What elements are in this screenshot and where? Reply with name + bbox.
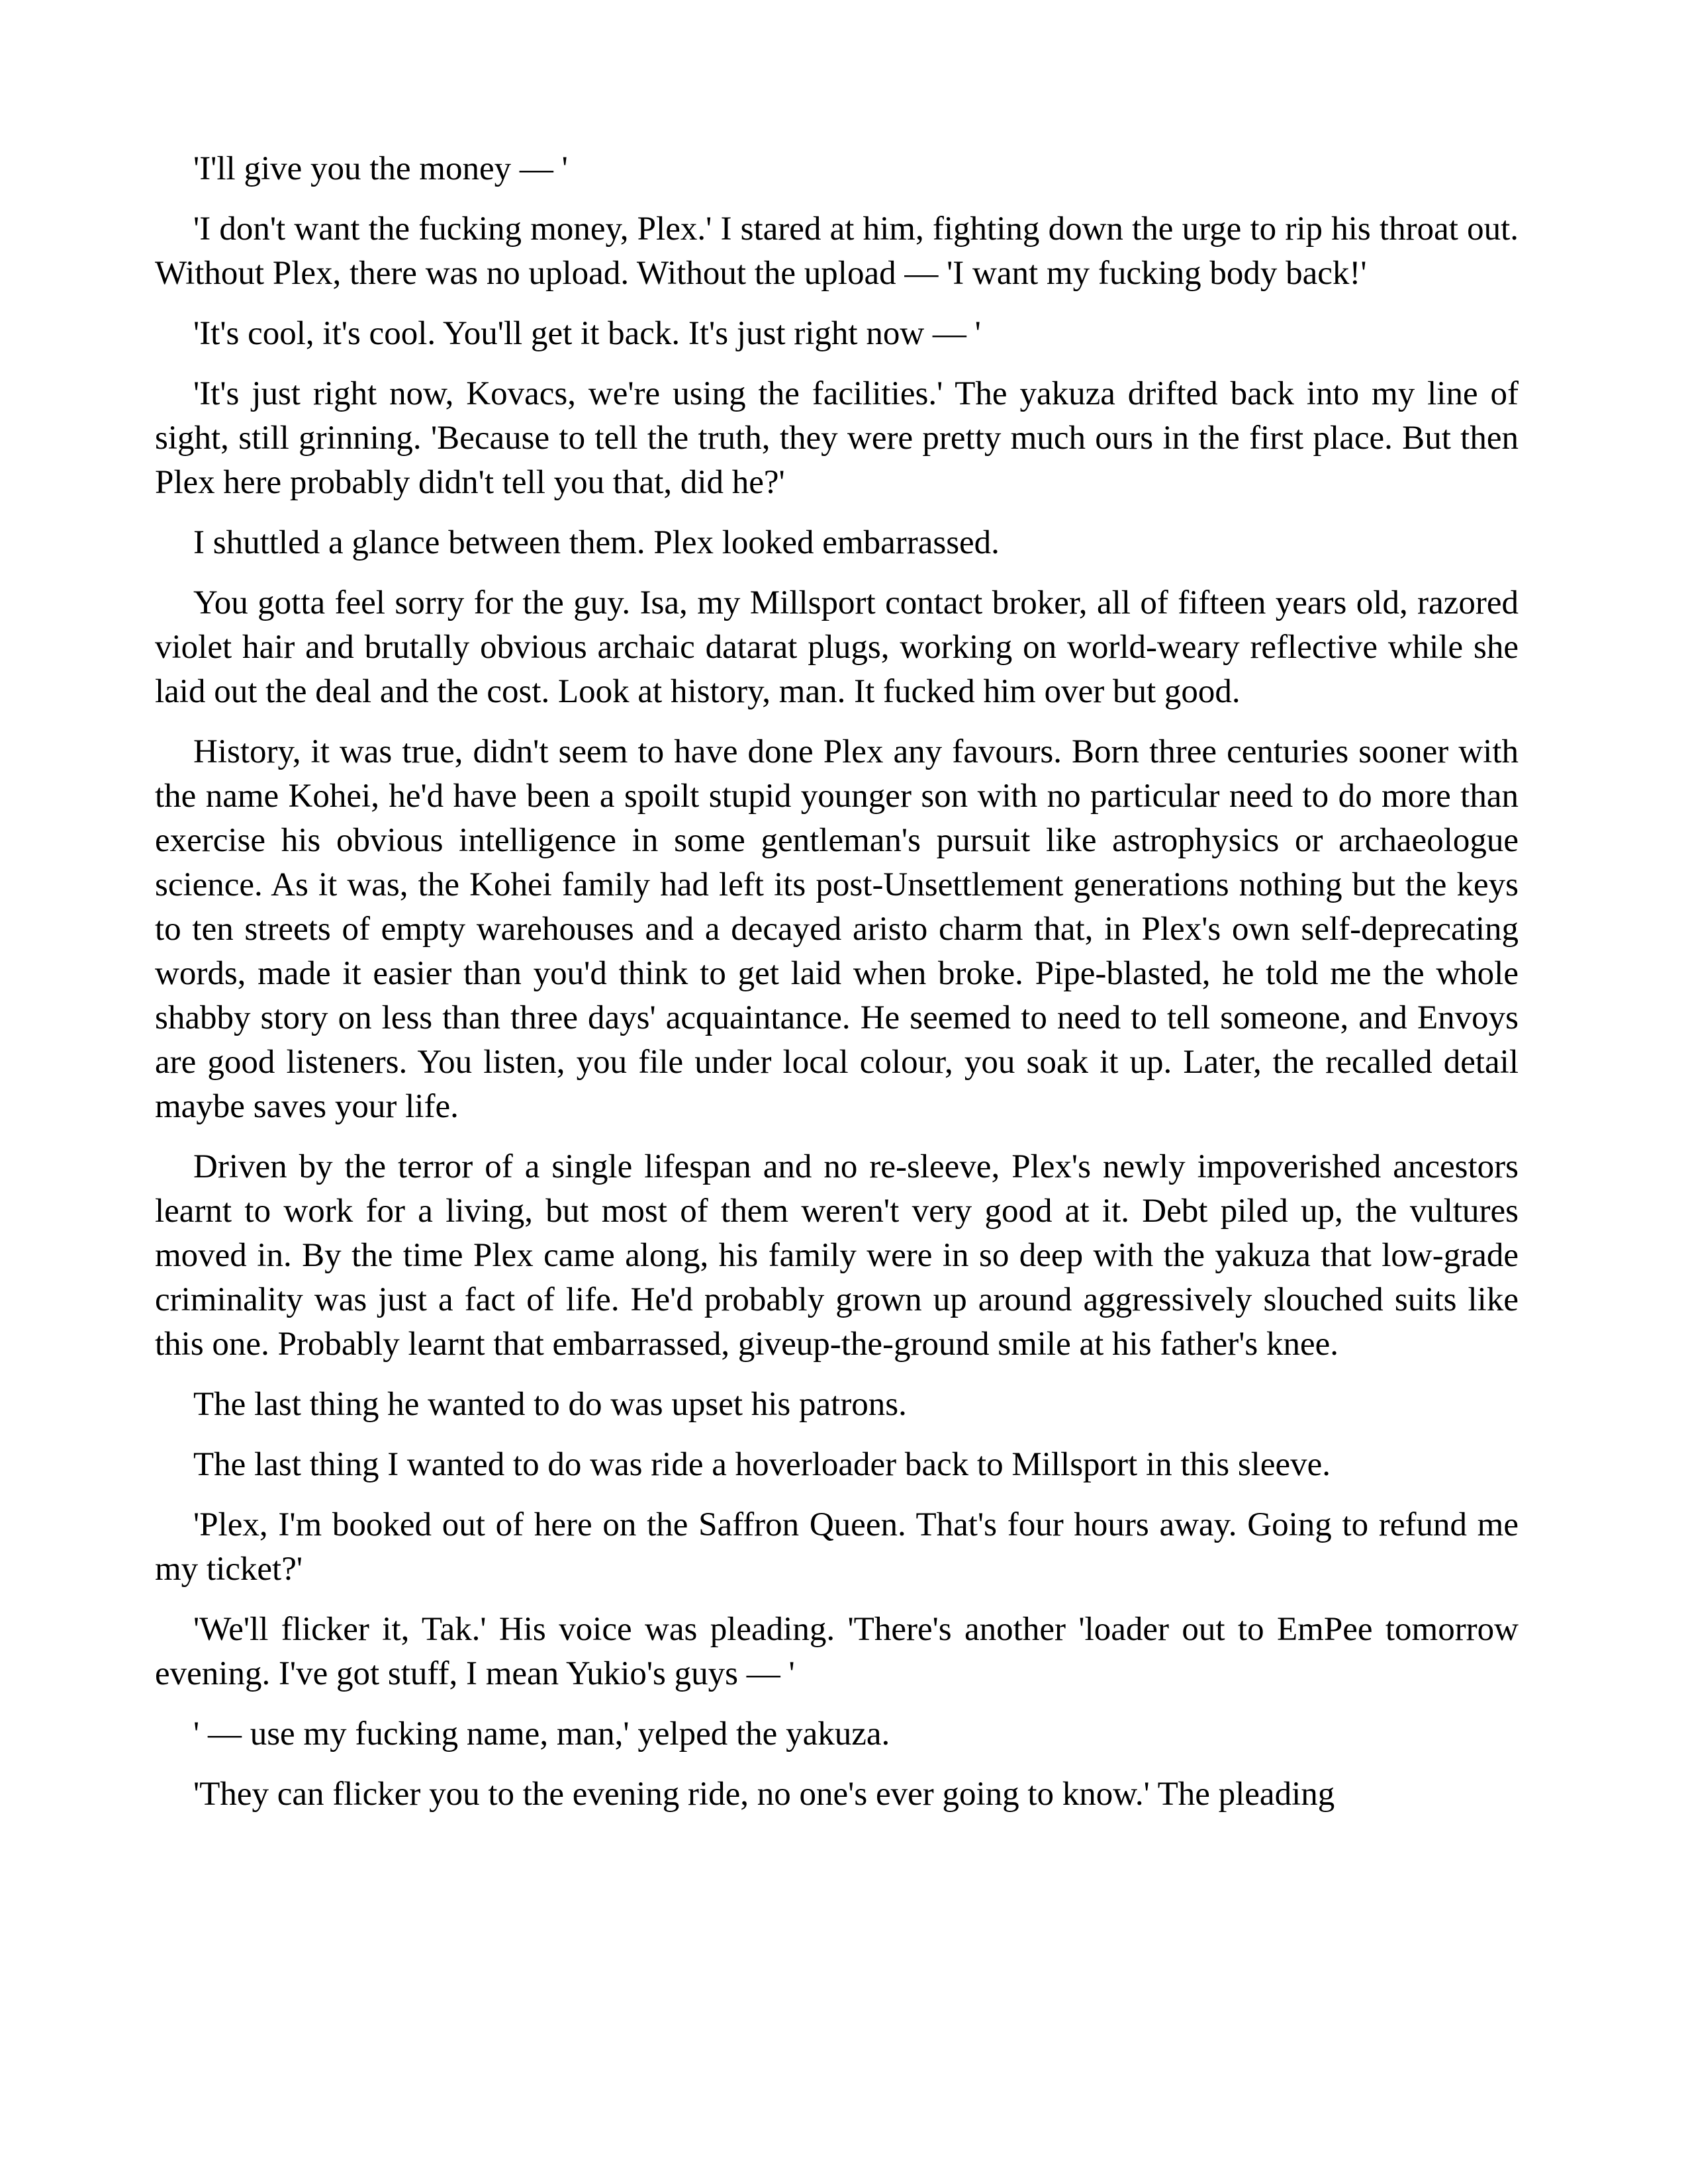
paragraph: 'They can flicker you to the evening ride, no one's ever going to know.' The pleading bbox=[193, 1776, 1335, 1813]
paragraph: The last thing I wanted to do was ride a hoverloader back to Millsport in this sleeve. bbox=[193, 1446, 1331, 1483]
paragraph: You gotta feel sorry for the guy. Isa, my Millsport contact broker, all of fifteen years old, razored violet hair and brutally obvious archaic datarat plugs, working on world-weary reflective while she laid out the deal and the cost. Look at history, man. It fucked him over but good. bbox=[155, 584, 1519, 710]
paragraph: The last thing he wanted to do was upset his patrons. bbox=[193, 1386, 907, 1423]
paragraph: 'I'll give you the money — ' bbox=[193, 150, 568, 187]
paragraph: 'I don't want the fucking money, Plex.' I stared at him, fighting down the urge to rip his throat out. Without Plex, there was no upload. Without the upload — 'I want my fucking body back!' bbox=[155, 210, 1519, 292]
paragraph: History, it was true, didn't seem to have done Plex any favours. Born three centuries sooner with the name Kohei, he'd have been a spoilt stupid younger son with no particular need to do more than exercise his obvious intelligence in some gentleman's pursuit like astrophysics or archaeologue science. As it was, the Kohei family had left its post-Unsettlement generations nothing but the keys to ten streets of empty warehouses and a decayed aristo charm that, in Plex's own self-deprecating words, made it easier than you'd think to get laid when broke. Pipe-blasted, he told me the whole shabby story on less than three days' acquaintance. He seemed to need to tell someone, and Envoys are good listeners. You listen, you file under local colour, you soak it up. Later, the recalled detail maybe saves your life. bbox=[155, 733, 1519, 1125]
body-text bbox=[155, 147, 1519, 1833]
paragraph: 'We'll flicker it, Tak.' His voice was pleading. 'There's another 'loader out to EmPee tomorrow evening. I've got stuff, I mean Yukio's guys — ' bbox=[155, 1611, 1519, 1692]
paragraph: 'It's cool, it's cool. You'll get it back. It's just right now — ' bbox=[193, 315, 981, 352]
paragraph: 'It's just right now, Kovacs, we're using the facilities.' The yakuza drifted back into my line of sight, still grinning. 'Because to tell the truth, they were pretty much ours in the first place. But then Plex here probably didn't tell you that, did he?' bbox=[155, 375, 1519, 501]
paragraph: ' — use my fucking name, man,' yelped the yakuza. bbox=[193, 1715, 890, 1752]
paragraph: Driven by the terror of a single lifespan and no re-sleeve, Plex's newly impoverished ancestors learnt to work for a living, but most of them weren't very good at it. Debt piled up, the vultures moved in. By the time Plex came along, his family were in so deep with the yakuza that low-grade criminality was just a fact of life. He'd probably grown up around aggressively slouched suits like this one. Probably learnt that embarrassed, giveup-the-ground smile at his father's knee. bbox=[155, 1148, 1519, 1363]
paragraph: 'Plex, I'm booked out of here on the Saffron Queen. That's four hours away. Going to refund me my ticket?' bbox=[155, 1506, 1519, 1588]
paragraph: I shuttled a glance between them. Plex looked embarrassed. bbox=[193, 524, 1000, 561]
